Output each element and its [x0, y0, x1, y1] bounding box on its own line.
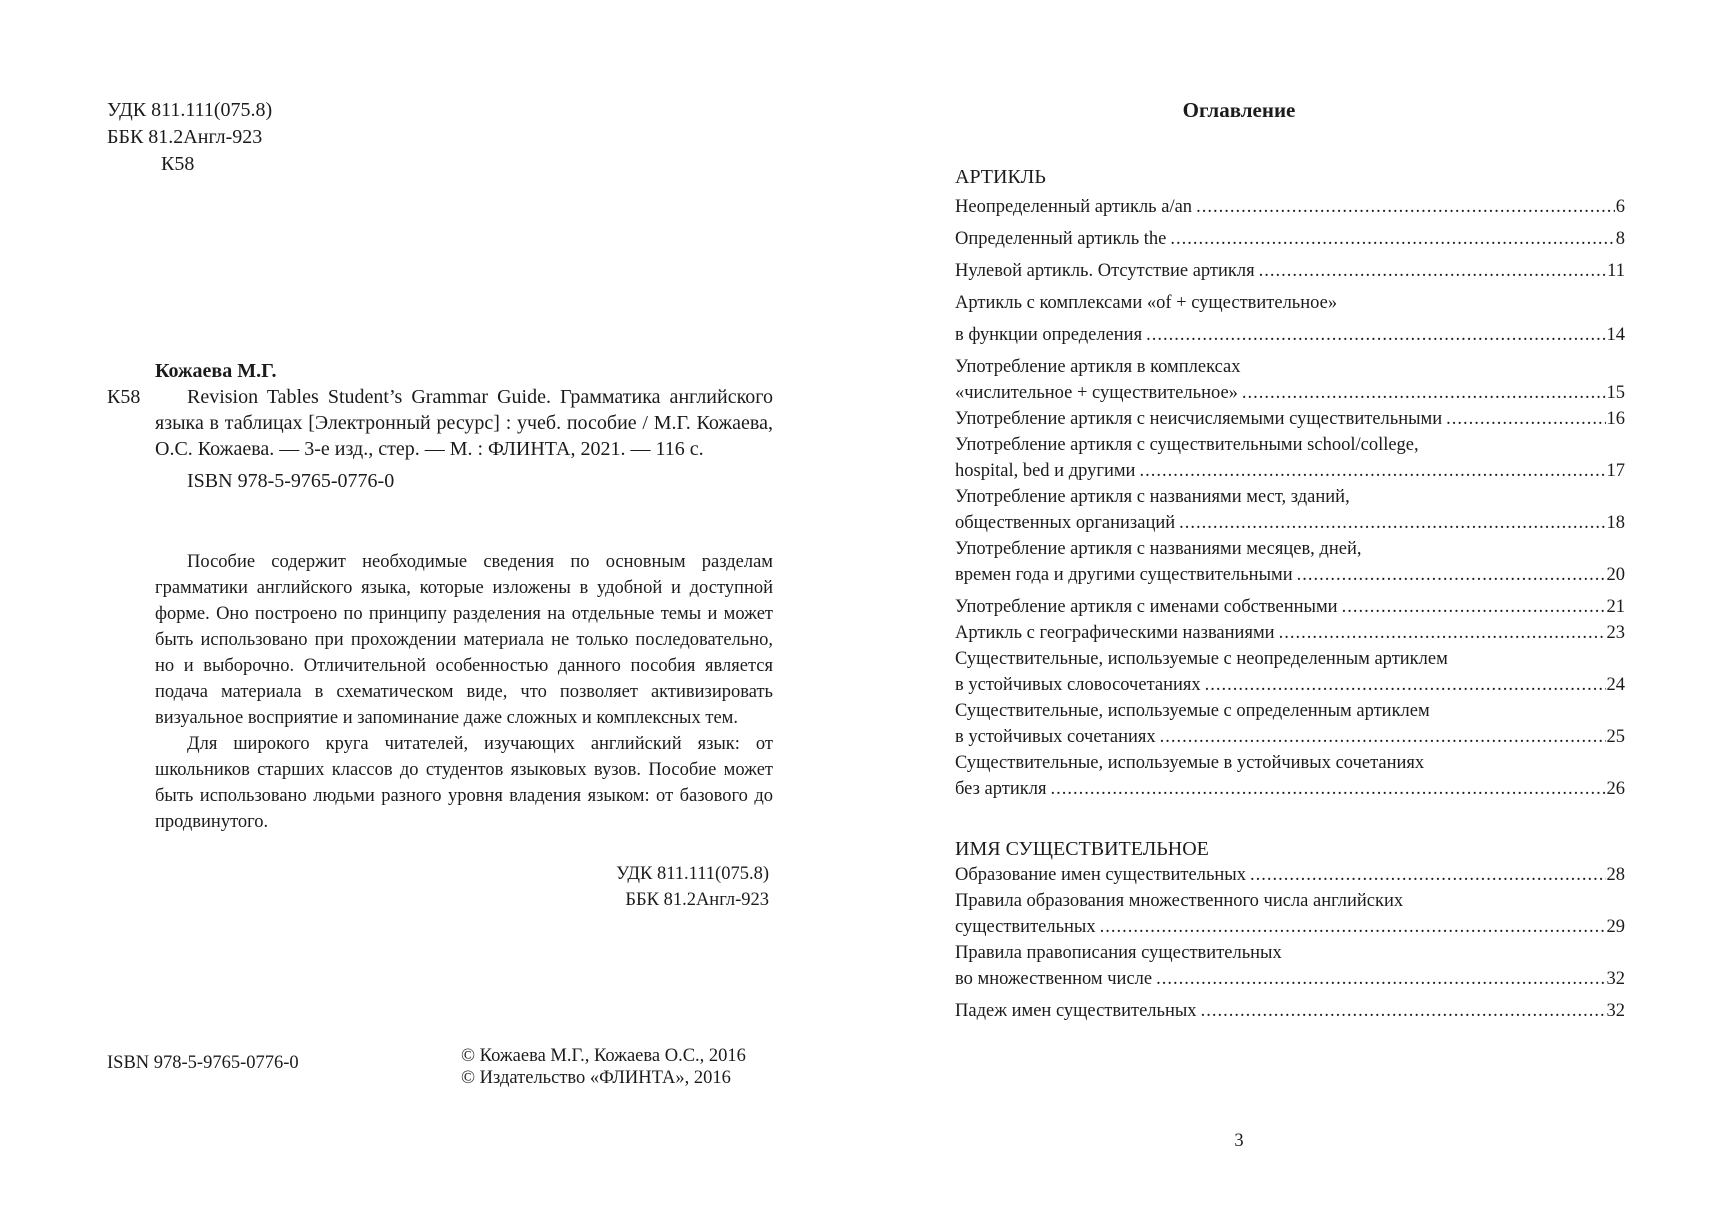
toc-entry[interactable] [955, 406, 1625, 432]
toc-page-number: 17 [1606, 461, 1625, 481]
toc-page-number: 32 [1606, 1001, 1625, 1021]
annotation-bbk: ББК 81.2Англ-923 [625, 890, 769, 910]
toc-entry[interactable] [955, 620, 1625, 646]
toc-entry[interactable] [955, 258, 1625, 284]
toc-entry-text: Артикль с комплексами «of + существительное» [955, 293, 1338, 313]
toc-entry-text: Употребление артикля с именами собственными [955, 597, 1338, 617]
toc-entry-text: общественных организаций [955, 513, 1176, 533]
toc-entry[interactable] [955, 940, 1625, 992]
bbk-code: ББК 81.2Англ-923 [107, 126, 263, 148]
toc-entry-text: без артикля [955, 779, 1047, 799]
toc-entry-text: во множественном числе [955, 969, 1153, 989]
toc-entry-text: времен года и другими существительными [955, 565, 1293, 585]
toc-entry[interactable] [955, 226, 1625, 252]
toc-page-number: 24 [1606, 675, 1625, 695]
toc-page-number: 21 [1606, 597, 1625, 617]
catalog-card [107, 358, 773, 494]
right-page [856, 0, 1713, 1211]
toc-section-article [955, 164, 1625, 802]
toc-page-number: 15 [1606, 383, 1625, 403]
toc-entry-text: Употребление артикля с названиями месяцев, дней, [955, 539, 1362, 559]
card-description: Revision Tables Student’s Grammar Guide. Грамматика английского языка в таблицах [Электронный ресурс] : учеб. пособие / М.Г. Кожаева, О.С. Кожаева. — 3-е изд., стер. — М. : ФЛИНТА, 2021. — 116 с. [155, 386, 773, 460]
annotation-codes [155, 861, 773, 913]
page-number: 3 [1234, 1131, 1244, 1151]
toc-entry[interactable] [955, 750, 1625, 802]
annotation [155, 549, 773, 835]
toc-entry[interactable] [955, 862, 1625, 888]
section-heading: АРТИКЛЬ [955, 166, 1046, 188]
toc-entry-text: Артикль с географическими названиями [955, 623, 1275, 643]
toc-entry-text: Употребление артикля с существительными school/college, [955, 435, 1419, 455]
card-author-mark: К58 [107, 386, 141, 408]
toc-page-number: 14 [1606, 325, 1625, 345]
copyright-publisher: © Издательство «ФЛИНТА», 2016 [461, 1068, 731, 1088]
toc-page-number: 29 [1606, 917, 1625, 937]
udk-code: УДК 811.111(075.8) [107, 99, 273, 121]
toc-entry-text: Правила образования множественного числа английских [955, 891, 1404, 911]
toc-entry[interactable] [955, 484, 1625, 536]
toc-entry-text: в устойчивых сочетаниях [955, 727, 1156, 747]
toc-entry-text: Существительные, используемые в устойчивых сочетаниях [955, 753, 1425, 773]
toc-entry[interactable] [955, 698, 1625, 750]
copyright-authors: © Кожаева М.Г., Кожаева О.С., 2016 [461, 1046, 746, 1066]
toc-entry[interactable] [955, 194, 1625, 220]
toc-entry-text: в функции определения [955, 325, 1143, 345]
left-page [0, 0, 856, 1211]
toc-entry[interactable] [955, 290, 1625, 348]
toc-entry[interactable] [955, 354, 1625, 406]
toc-page-number: 23 [1606, 623, 1625, 643]
toc-page-number: 28 [1606, 865, 1625, 885]
annotation-paragraph-2: Для широкого круга читателей, изучающих английский язык: от школьников старших классов до студентов языковых вузов. Пособие может быть использовано людьми разного уровня владения языком: от базового до продвинутого. [155, 734, 773, 832]
toc-entry-text: в устойчивых словосочетаниях [955, 675, 1201, 695]
toc-entry-text: Нулевой артикль. Отсутствие артикля [955, 261, 1255, 281]
toc-entry[interactable] [955, 432, 1625, 484]
copyright-block [461, 1045, 746, 1089]
toc-entry[interactable] [955, 594, 1625, 620]
toc-entry-text: Существительные, используемые с неопределенным артиклем [955, 649, 1448, 669]
card-author: Кожаева М.Г. [155, 360, 277, 382]
annotation-udk: УДК 811.111(075.8) [616, 864, 769, 884]
toc-entry-text: «числительное + существительное» [955, 383, 1238, 403]
toc-page-number: 26 [1606, 779, 1625, 799]
toc-page-number: 8 [1615, 229, 1625, 249]
card-isbn: ISBN 978-5-9765-0776-0 [187, 470, 395, 492]
toc-entry[interactable] [955, 646, 1625, 698]
bottom-isbn: ISBN 978-5-9765-0776-0 [107, 1053, 299, 1073]
toc-entry-text: Образование имен существительных [955, 865, 1246, 885]
toc-page-number: 25 [1606, 727, 1625, 747]
toc-entry-text: Употребление артикля в комплексах [955, 357, 1241, 377]
section-heading: ИМЯ СУЩЕСТВИТЕЛЬНОЕ [955, 838, 1209, 860]
toc-page-number: 16 [1606, 409, 1625, 429]
toc-entry-text: существительных [955, 917, 1096, 937]
toc-page-number: 18 [1606, 513, 1625, 533]
toc-section-noun [955, 836, 1625, 1024]
toc-entry[interactable] [955, 998, 1625, 1024]
toc-entry-text: hospital, bed и другими [955, 461, 1136, 481]
toc-title: Оглавление [1182, 98, 1296, 122]
toc-page-number: 6 [1615, 197, 1625, 217]
toc-entry-text: Определенный артикль the [955, 229, 1167, 249]
toc-entry-text: Существительные, используемые с определенным артиклем [955, 701, 1430, 721]
classification-codes [107, 97, 272, 178]
toc-entry-text: Падеж имен существительных [955, 1001, 1197, 1021]
annotation-paragraph-1: Пособие содержит необходимые сведения по основным разделам грамматики английского языка, которые изложены в удобной и доступной форме. Оно построено по принципу разделения на отдельные темы и может быть использовано при прохождении материала не только последовательно, но и выборочно. Отличительной особенностью данного пособия является подача материала в схематическом виде, что позволяет активизировать визуальное восприятие и запоминание даже сложных и комплексных тем. [155, 552, 773, 728]
toc-page-number: 20 [1606, 565, 1625, 585]
toc-entry-text: Употребление артикля с неисчисляемыми существительными [955, 409, 1443, 429]
toc-page-number: 11 [1607, 261, 1625, 281]
toc-entry[interactable] [955, 536, 1625, 588]
author-mark: К58 [161, 153, 195, 175]
toc-entry-text: Неопределенный артикль a/an [955, 197, 1193, 217]
toc-entry-text: Употребление артикля с названиями мест, зданий, [955, 487, 1350, 507]
toc-entry[interactable] [955, 888, 1625, 940]
toc-entry-text: Правила правописания существительных [955, 943, 1282, 963]
toc-page-number: 32 [1606, 969, 1625, 989]
